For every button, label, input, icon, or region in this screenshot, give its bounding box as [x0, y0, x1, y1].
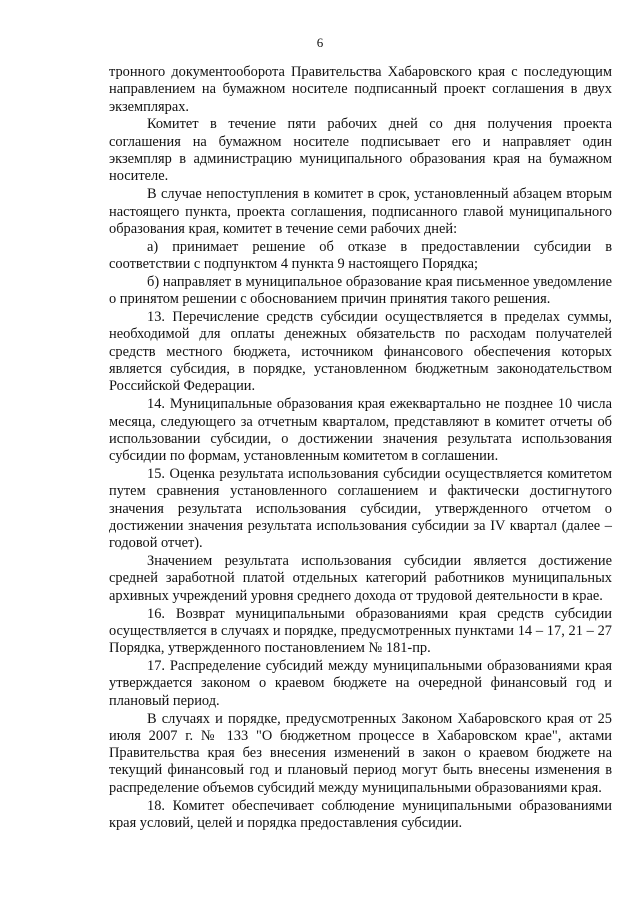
paragraph: 17. Распределение субсидий между муниципальными образованиями края утверждается законом о краевом бюджете на очередной финансовый год и плановый период. — [109, 658, 612, 709]
paragraph: а) принимает решение об отказе в предоставлении субсидии в соответствии с подпунктом 4 пункта 9 настоящего Порядка; — [109, 238, 612, 273]
paragraph: 16. Возврат муниципальными образованиями края средств субсидии осуществляется в случаях и порядке, предусмотренных пунктами 14 – 17, 21 – 27 Порядка, утвержденного постановлением № 181-пр. — [109, 605, 612, 657]
paragraph: Значением результата использования субсидии является достижение средней заработной платой отдельных категорий работников муниципальных архивных учреждений уровня среднего дохода от трудовой деятельности в крае. — [109, 553, 612, 604]
paragraph: В случаях и порядке, предусмотренных Законом Хабаровского края от 25 июля 2007 г. № 133 "О бюджетном процессе в Хабаровском крае", актами Правительства края без внесения изменений в закон о краевом бюджете на текущий финансовый год и плановый период могут быть внесены изменения в распределение объемов субсидий между муниципальными образованиями края. — [109, 710, 612, 796]
paragraph: 18. Комитет обеспечивает соблюдение муниципальными образованиями края условий, целей и порядка предоставления субсидии. — [109, 797, 612, 831]
document-body — [109, 64, 612, 833]
paragraph: В случае непоступления в комитет в срок, установленный абзацем вторым настоящего пункта, проекта соглашения, подписанного главой муниципального образования края, комитет в течение семи рабочих дней: — [109, 186, 612, 237]
paragraph: 14. Муниципальные образования края ежеквартально не позднее 10 числа месяца, следующего за отчетным кварталом, представляют в комитет отчеты об использовании субсидии, о достижении значения результата использования субсидии по формам, установленным комитетом в соглашении. — [109, 396, 612, 465]
paragraph: 13. Перечисление средств субсидии осуществляется в пределах суммы, необходимой для оплаты денежных обязательств по расходам получателей средств местного бюджета, источником финансового обеспечения которых является субсидия, в порядке, установленном бюджетным законодательством Российской Федерации. — [109, 309, 612, 395]
paragraph: б) направляет в муниципальное образование края письменное уведомление о принятом решении с обоснованием причин принятия такого решения. — [109, 273, 612, 308]
paragraph: Комитет в течение пяти рабочих дней со дня получения проекта соглашения на бумажном носителе подписывает его и направляет один экземпляр в администрацию муниципального образования края на бумажном носителе. — [109, 116, 612, 185]
page-number: 6 — [316, 35, 324, 50]
paragraph: 15. Оценка результата использования субсидии осуществляется комитетом путем сравнения установленного соглашением и фактически достигнутого значения результата использования субсидии, утвержденного отчетом о достижении значения результата использования субсидии за IV квартал (далее – годовой отчет). — [109, 465, 612, 552]
paragraph: тронного документооборота Правительства Хабаровского края с последующим направлением на бумажном носителе подписанный проект соглашения в двух экземплярах. — [109, 64, 612, 115]
